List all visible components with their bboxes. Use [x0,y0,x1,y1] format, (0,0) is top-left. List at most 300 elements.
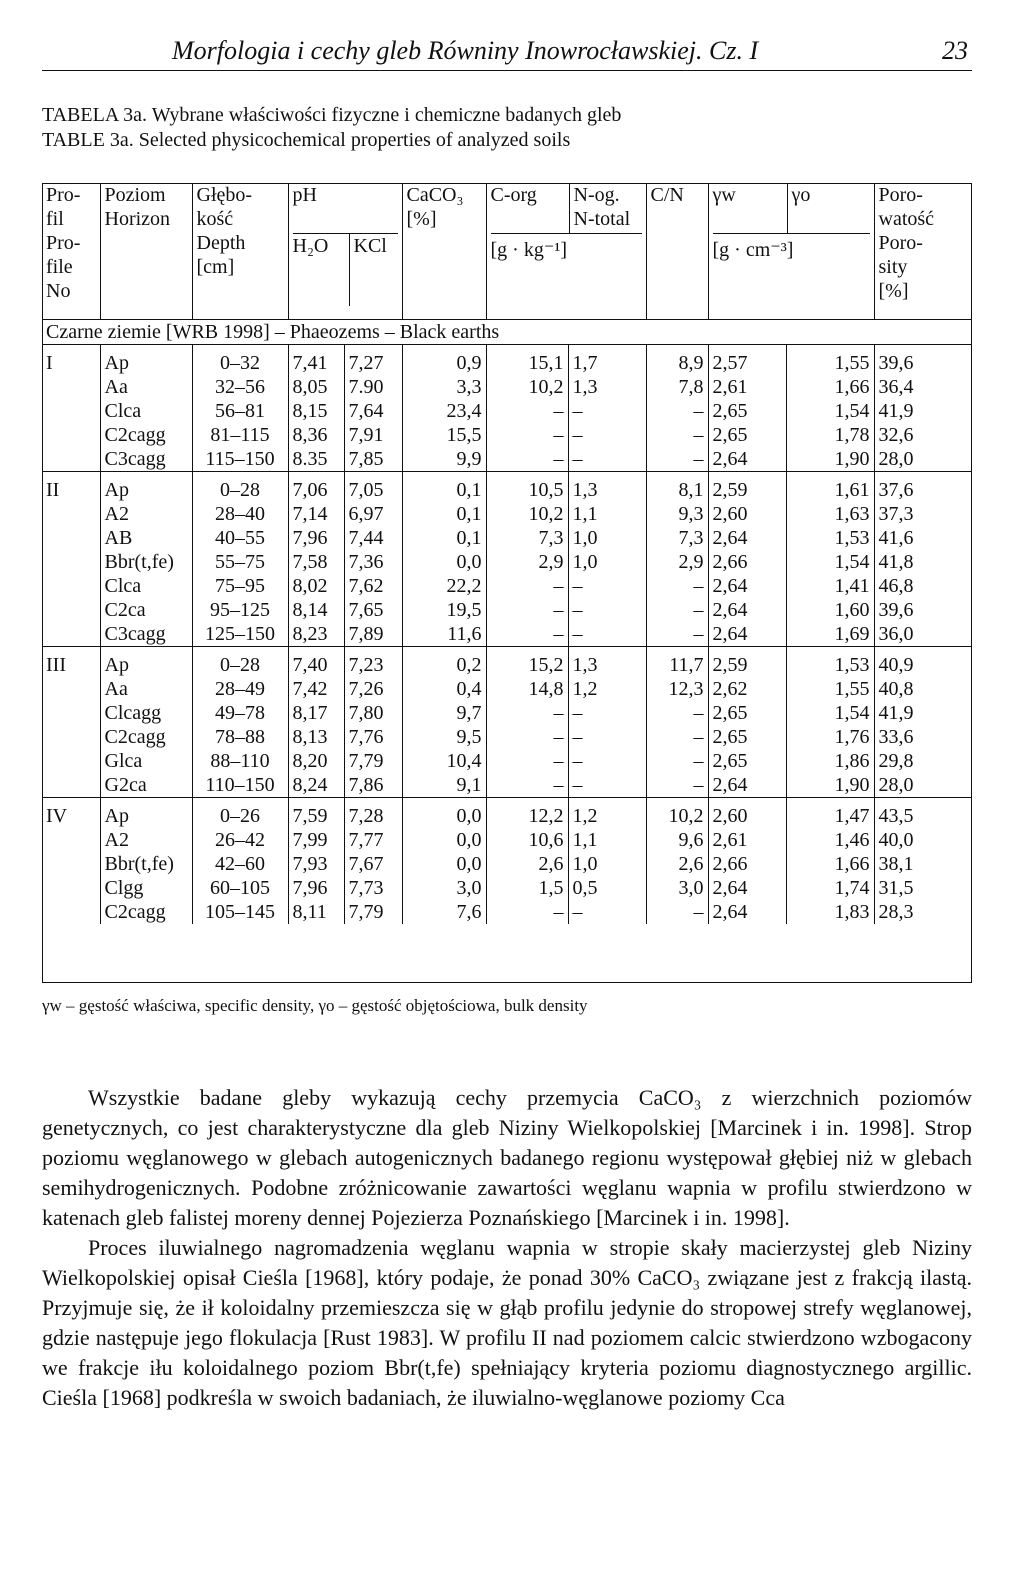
profile-cell [42,423,100,447]
table-cell: 1,3 [568,375,646,399]
table-row [42,447,972,472]
table-cell: 1,0 [568,550,646,574]
table-cell: 1,1 [568,502,646,526]
table-cell: 8,1 [646,472,708,503]
table-cell: 40,8 [874,677,972,701]
table-cell: 7,89 [344,622,402,647]
table-cell: 2,59 [708,647,786,678]
table-row [42,598,972,622]
table-cell: 7,23 [344,647,402,678]
table-cell: 8,14 [288,598,344,622]
table-cell: 115–150 [192,447,288,472]
table-row [42,701,972,725]
table-cell: – [568,574,646,598]
table-cell: G2ca [100,773,192,798]
table-cell: 95–125 [192,598,288,622]
table-cell: 40–55 [192,526,288,550]
table-cell: – [486,749,568,773]
table-cell: 1,53 [786,526,874,550]
table-cell: Ap [100,647,192,678]
table-cell: 23,4 [402,399,486,423]
table-cell: – [568,622,646,647]
table-cell: – [568,725,646,749]
table-cell: 2,64 [708,447,786,472]
table-cell: 8,15 [288,399,344,423]
paragraph-1: Wszystkie badane gleby wykazują cechy przemycia CaCO₃ z wierzchnich poziomów genetycznych, co jest charakterystyczne dla gleb Niziny Wielkopolskiej [Marcinek i in. 1998]. Strop poziomu węglanowego w glebach autogenicznych badanego regionu występował głębiej niż w glebach semihydrogenicznych. Podobne zróżnicowanie zawartości węglanu wapnia w profilu stwierdzono w katenach gleb falistej moreny dennej Pojezierza Poznańskiego [Marcinek i in. 1998]. [42,1085,972,1230]
table-cell: 9,3 [646,502,708,526]
table-cell: 1,46 [786,828,874,852]
table-cell: Glca [100,749,192,773]
table-row [42,647,972,678]
table-cell: 2,61 [708,375,786,399]
table-cell: 10,2 [486,502,568,526]
table-cell: 1,54 [786,701,874,725]
table-cell: 0,0 [402,828,486,852]
table-cell: 37,3 [874,502,972,526]
profile-cell [42,876,100,900]
table-footnote: γw – gęstość właściwa, specific density, γo – gęstość objętościowa, bulk density [42,996,588,1015]
table-cell: 0,0 [402,550,486,574]
table-caption-en: TABLE 3a. Selected physicochemical properties of analyzed soils [42,129,571,151]
table-cell: 7,79 [344,900,402,924]
table-cell: 12,3 [646,677,708,701]
table-row [42,876,972,900]
table-cell: 36,0 [874,622,972,647]
table-cell: 1,86 [786,749,874,773]
table-cell: 3,3 [402,375,486,399]
table-cell: 2,64 [708,773,786,798]
table-cell: 0,1 [402,502,486,526]
table-cell: 3,0 [646,876,708,900]
table-cell: 1,69 [786,622,874,647]
table-cell: 7,99 [288,828,344,852]
table-cell: 40,9 [874,647,972,678]
profile-cell [42,749,100,773]
header-corg-nog: C-org N-og. N-total [g · kg⁻¹] [486,183,646,320]
table-cell: – [646,598,708,622]
table-cell: C2cagg [100,725,192,749]
table-cell: – [646,574,708,598]
table-cell: 39,6 [874,345,972,376]
table-cell: 43,5 [874,798,972,829]
table-cell: 9,5 [402,725,486,749]
header-gamma: γw γo [g · cm⁻³] [708,183,874,320]
profile-cell [42,725,100,749]
table-cell: 7,3 [486,526,568,550]
table-cell: – [646,900,708,924]
header-cn: C/N [646,183,708,320]
profile-cell [42,852,100,876]
table-cell: 1,2 [568,677,646,701]
table-cell: 7,79 [344,749,402,773]
table-header [42,183,972,320]
table-row [42,423,972,447]
table-cell: 55–75 [192,550,288,574]
table-cell: 2,64 [708,876,786,900]
table-cell: 2,65 [708,725,786,749]
table-cell: Clca [100,574,192,598]
table-cell: 7,8 [646,375,708,399]
table-cell: 49–78 [192,701,288,725]
table-cell: Clgg [100,876,192,900]
table-cell: – [486,598,568,622]
table-row [42,550,972,574]
table-cell: 9,9 [402,447,486,472]
table-cell: 7,05 [344,472,402,503]
profile-cell [42,900,100,924]
table-cell: 0–26 [192,798,288,829]
table-cell: 2,66 [708,550,786,574]
profile-cell [42,677,100,701]
table-cell: 28–49 [192,677,288,701]
profile-cell [42,502,100,526]
table-cell: 7,67 [344,852,402,876]
table-cell: 8,17 [288,701,344,725]
table-cell: 7,41 [288,345,344,376]
page-number: 23 [942,36,968,65]
table-row [42,773,972,798]
table-cell: 1,1 [568,828,646,852]
table-cell: – [568,423,646,447]
table-cell: 2,60 [708,502,786,526]
table-cell: 1,0 [568,852,646,876]
table-body [42,320,972,925]
table-cell: Clcagg [100,701,192,725]
table-cell: – [646,447,708,472]
table-cell: 2,65 [708,423,786,447]
profile-cell [42,375,100,399]
profile-cell: IV [42,798,100,829]
table-cell: 31,5 [874,876,972,900]
table-cell: 1,41 [786,574,874,598]
table-cell: – [646,423,708,447]
table-cell: – [646,622,708,647]
table-row [42,345,972,376]
table-cell: Ap [100,798,192,829]
table-cell: 28,0 [874,773,972,798]
table-cell: – [646,725,708,749]
table-cell: A2 [100,502,192,526]
table-cell: 1,3 [568,472,646,503]
table-cell: 7,36 [344,550,402,574]
table-cell: – [568,900,646,924]
table-cell: 7,27 [344,345,402,376]
table-row [42,574,972,598]
profile-cell [42,526,100,550]
table-row [42,828,972,852]
table-cell: – [568,749,646,773]
table-cell: 28,3 [874,900,972,924]
table-cell: Clca [100,399,192,423]
table-cell: – [646,701,708,725]
header-horizon: Poziom Horizon [100,183,192,320]
profile-cell [42,828,100,852]
table-cell: 8,24 [288,773,344,798]
table-cell: 7,42 [288,677,344,701]
table-row [42,677,972,701]
table-cell: 1,55 [786,345,874,376]
table-cell: 7,80 [344,701,402,725]
table-cell: 81–115 [192,423,288,447]
table-cell: 7,62 [344,574,402,598]
table-cell: 1,53 [786,647,874,678]
section-row [42,320,972,345]
table-cell: 39,6 [874,598,972,622]
table-cell: 2,6 [646,852,708,876]
table-cell: 0,9 [402,345,486,376]
table-cell: 8,36 [288,423,344,447]
table-cell: 11,7 [646,647,708,678]
table-cell: 41,6 [874,526,972,550]
table-cell: 6,97 [344,502,402,526]
table-cell: 0,0 [402,852,486,876]
table-cell: 110–150 [192,773,288,798]
profile-cell [42,598,100,622]
paragraph-2: Proces iluwialnego nagromadzenia węglanu wapnia w stropie skały macierzystej gleb Niziny Wielkopolskiej opisał Cieśla [1968], który podaje, że ponad 30% CaCO₃ związane jest z frakcją ilastą. Przyjmuje się, że ił koloidalny przemieszcza się w głąb profilu jedynie do stropowej strefy węglanowej, gdzie następuje jego flokulacja [Rust 1983]. W profilu II nad poziomem calcic stwierdzono wzbogacony we frakcje iłu koloidalnego poziom Bbr(t,fe) spełniający kryteria poziomu diagnostycznego argillic. Cieśla [1968] podkreśla w swoich badaniach, że iluwialno-węglanowe poziomy Cca [42,1235,972,1410]
table-cell: 28–40 [192,502,288,526]
header-porosity: Poro- watość Poro- sity [%] [874,183,972,320]
table-row [42,399,972,423]
table-cell: 7,40 [288,647,344,678]
table-cell: 1,7 [568,345,646,376]
table-cell: 36,4 [874,375,972,399]
header-row [42,183,972,320]
table-cell: 7,26 [344,677,402,701]
table-cell: 2,64 [708,598,786,622]
table-cell: 2,65 [708,701,786,725]
header-profile: Pro- fil Pro- file No [46,184,81,302]
profile-cell [42,399,100,423]
table-cell: 8,23 [288,622,344,647]
table-row [42,900,972,924]
table-cell: 8,9 [646,345,708,376]
table-cell: – [568,598,646,622]
table-cell: – [568,701,646,725]
table-cell: – [486,423,568,447]
table-cell: – [486,622,568,647]
table-cell: 2,66 [708,852,786,876]
body-text [42,1083,972,1413]
table-cell: 2,64 [708,526,786,550]
table-cell: 7,59 [288,798,344,829]
table-cell: 0–32 [192,345,288,376]
profile-cell [42,622,100,647]
table-cell: 9,7 [402,701,486,725]
table-cell: Aa [100,677,192,701]
table-cell: 8,13 [288,725,344,749]
table-cell: 15,2 [486,647,568,678]
table-cell: 7,86 [344,773,402,798]
table-cell: C3cagg [100,622,192,647]
table-cell: 9,1 [402,773,486,798]
table-cell: 7,77 [344,828,402,852]
table-cell: 1,0 [568,526,646,550]
table-cell: C2ca [100,598,192,622]
table-cell: 1,2 [568,798,646,829]
table-cell: – [486,399,568,423]
table-cell: 14,8 [486,677,568,701]
table-cell: 60–105 [192,876,288,900]
profile-cell [42,701,100,725]
table-cell: 7,91 [344,423,402,447]
table-cell: Bbr(t,fe) [100,852,192,876]
table-cell: 1,47 [786,798,874,829]
table-row [42,526,972,550]
table-cell: 8,05 [288,375,344,399]
table-cell: 2,9 [646,550,708,574]
table-cell: 38,1 [874,852,972,876]
table-cell: 2,65 [708,749,786,773]
table-cell: – [486,447,568,472]
table-cell: 41,9 [874,701,972,725]
table-cell: – [486,701,568,725]
header-ph: pH H₂O KCl [288,183,402,320]
section-label: Czarne ziemie [WRB 1998] – Phaeozems – Black earths [42,320,972,345]
table-cell: 1,90 [786,773,874,798]
table-cell: C2cagg [100,900,192,924]
table-cell: 1,63 [786,502,874,526]
table-cell: 10,2 [646,798,708,829]
table-cell: 10,5 [486,472,568,503]
table-cell: 7.90 [344,375,402,399]
table-cell: 41,9 [874,399,972,423]
table-cell: 0,0 [402,798,486,829]
table-cell: – [646,749,708,773]
table-cell: 10,4 [402,749,486,773]
table-cell: 1,60 [786,598,874,622]
table-row [42,798,972,829]
table-cell: Aa [100,375,192,399]
table-cell: C2cagg [100,423,192,447]
table-cell: 1,76 [786,725,874,749]
table-cell: 1,74 [786,876,874,900]
table-cell: 1,66 [786,375,874,399]
table-cell: 2,61 [708,828,786,852]
table-cell: 7,58 [288,550,344,574]
table-cell: 7,96 [288,876,344,900]
table-caption-pl: TABELA 3a. Wybrane właściwości fizyczne i chemiczne badanych gleb [42,104,622,126]
profile-cell: II [42,472,100,503]
journal-title: Morfologia i cechy gleb Równiny Inowrocławskiej. Cz. I [172,36,759,65]
table-cell: 2,9 [486,550,568,574]
table-cell: – [646,399,708,423]
table-cell: 2,62 [708,677,786,701]
table-cell: 2,59 [708,472,786,503]
table-cell: 15,1 [486,345,568,376]
table-cell: 22,2 [402,574,486,598]
table-cell: 0,4 [402,677,486,701]
table-cell: 7,6 [402,900,486,924]
table-cell: – [486,574,568,598]
table-cell: 7,44 [344,526,402,550]
table-cell: 46,8 [874,574,972,598]
table-cell: 19,5 [402,598,486,622]
table-cell: – [646,773,708,798]
table-cell: 1,66 [786,852,874,876]
table-cell: 2,64 [708,574,786,598]
table-cell: 42–60 [192,852,288,876]
table-row [42,375,972,399]
table-cell: 29,8 [874,749,972,773]
table-cell: 1,54 [786,550,874,574]
table-cell: 7,76 [344,725,402,749]
table-row [42,725,972,749]
table-cell: AB [100,526,192,550]
table-cell: 0,2 [402,647,486,678]
table-cell: 37,6 [874,472,972,503]
table-cell: 2,6 [486,852,568,876]
table-row [42,749,972,773]
table-cell: 7,14 [288,502,344,526]
profile-cell [42,574,100,598]
table-cell: – [486,773,568,798]
profile-cell [42,447,100,472]
table-cell: 2,65 [708,399,786,423]
table-cell: 3,0 [402,876,486,900]
table-cell: 1,55 [786,677,874,701]
table-cell: C3cagg [100,447,192,472]
table-cell: A2 [100,828,192,852]
table-cell: 0,1 [402,526,486,550]
table-cell: 1,78 [786,423,874,447]
table-cell: 2,64 [708,622,786,647]
table-cell: 88–110 [192,749,288,773]
table-cell: – [568,773,646,798]
running-header [42,36,972,71]
table-row [42,852,972,876]
table-cell: 10,6 [486,828,568,852]
table-cell: 7,3 [646,526,708,550]
table-cell: 0,1 [402,472,486,503]
table-cell: 33,6 [874,725,972,749]
table-cell: 41,8 [874,550,972,574]
table-cell: 2,57 [708,345,786,376]
table-cell: – [568,447,646,472]
table-cell: 0–28 [192,647,288,678]
header-depth: Głębo- kość Depth [cm] [192,183,288,320]
table-cell: 26–42 [192,828,288,852]
table-cell: 1,61 [786,472,874,503]
table-row [42,472,972,503]
profile-cell [42,550,100,574]
table-cell: 1,83 [786,900,874,924]
table-cell: 15,5 [402,423,486,447]
profile-cell: III [42,647,100,678]
table-cell: 10,2 [486,375,568,399]
table-row [42,622,972,647]
table-cell: 0–28 [192,472,288,503]
table-cell: 7,85 [344,447,402,472]
table-cell: 7,96 [288,526,344,550]
table-cell: 8.35 [288,447,344,472]
table-cell: – [568,399,646,423]
table-row [42,502,972,526]
soil-properties-table [42,183,972,924]
table-cell: – [486,900,568,924]
table-cell: 11,6 [402,622,486,647]
header-caco3: CaCO₃ [%] [402,183,486,320]
table-cell: 75–95 [192,574,288,598]
table-cell: 7,65 [344,598,402,622]
table-cell: 28,0 [874,447,972,472]
table-cell: 9,6 [646,828,708,852]
table-cell: 1,3 [568,647,646,678]
table-cell: 7,73 [344,876,402,900]
table-cell: 1,54 [786,399,874,423]
table-cell: – [486,725,568,749]
table-cell: 32,6 [874,423,972,447]
table-cell: 7,93 [288,852,344,876]
